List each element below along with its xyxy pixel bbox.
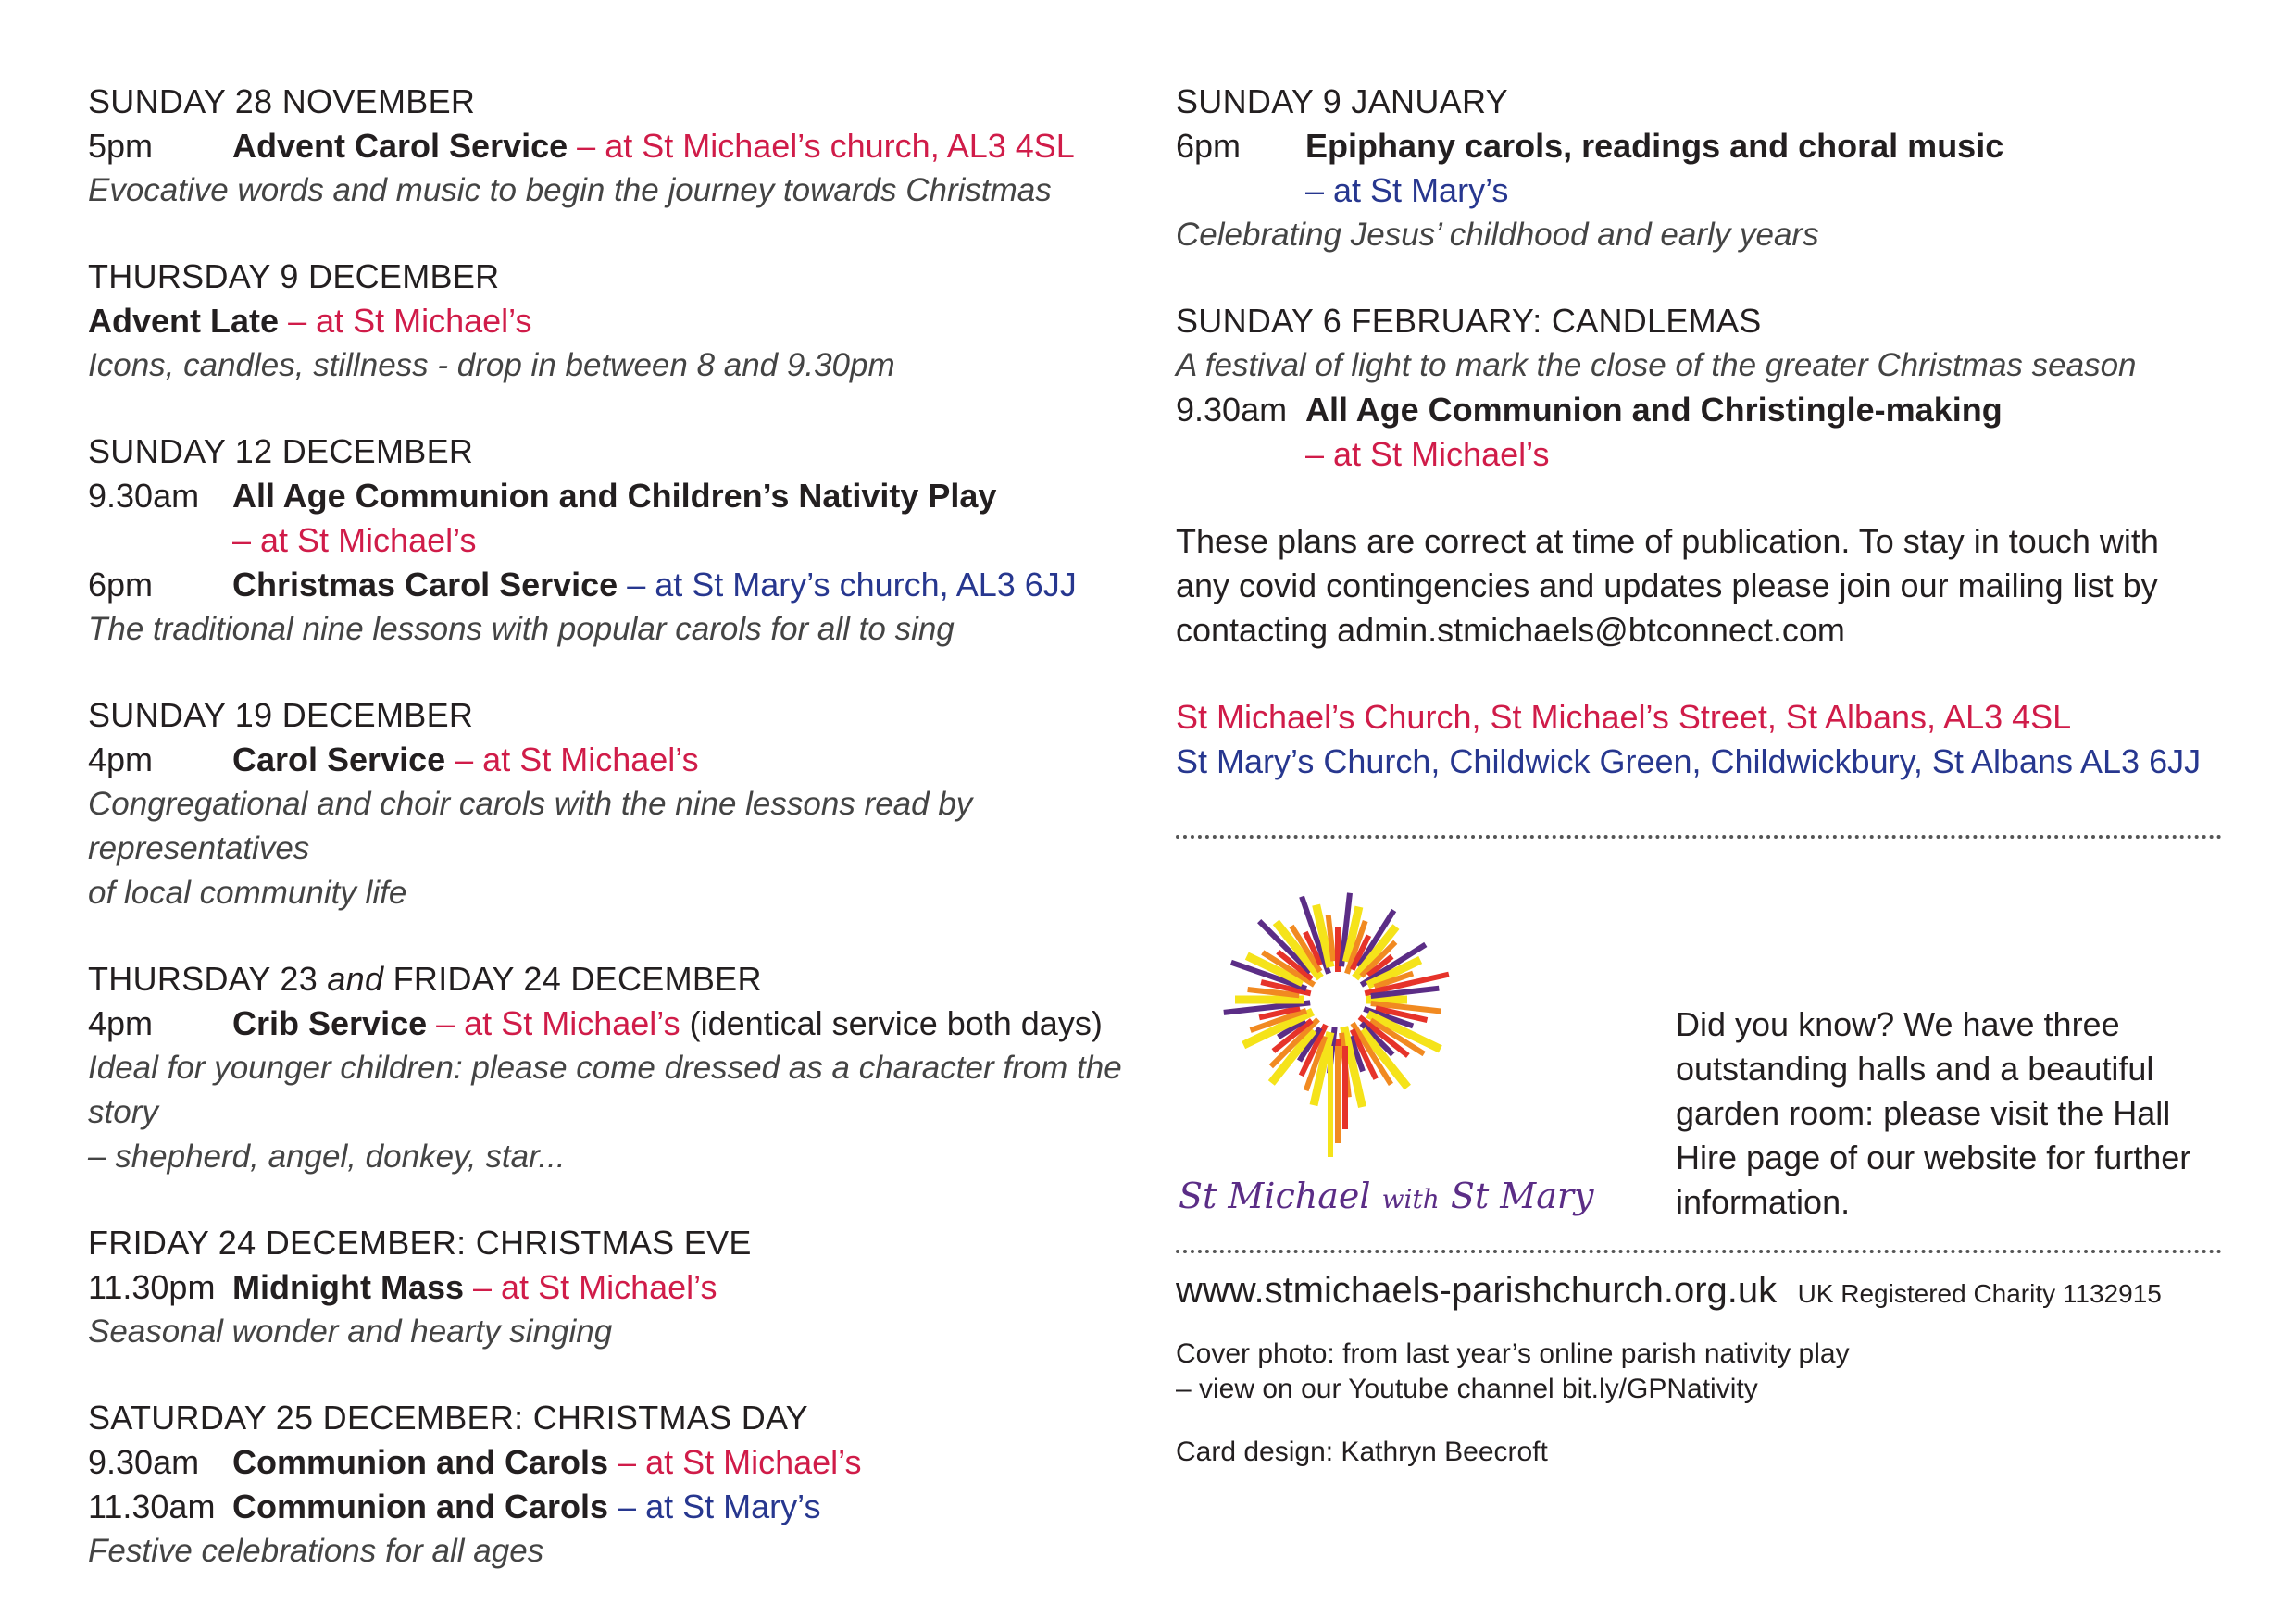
event-time: 11.30pm — [88, 1268, 216, 1306]
event-time: 6pm — [88, 566, 154, 604]
dotted-divider — [1176, 835, 2222, 839]
event-date-heading: SUNDAY 19 DECEMBER — [88, 696, 474, 734]
event-time: 9.30am — [1176, 391, 1288, 429]
event-row — [88, 299, 1134, 343]
event-row — [88, 124, 1134, 168]
website-line — [1176, 1270, 2162, 1312]
event-date-heading: SUNDAY 28 NOVEMBER — [88, 82, 476, 120]
logo-cross-shaft — [1335, 1046, 1341, 1143]
event-venue: – at St Mary’s church, AL3 6JJ — [627, 566, 1077, 604]
event-description: Icons, candles, stillness - drop in between 8 and 9.30pm — [88, 347, 895, 383]
event-time: 9.30am — [88, 1443, 200, 1481]
event-title: Christmas Carol Service — [232, 566, 618, 604]
notice-line: These plans are correct at time of publication. To stay in touch with — [1176, 522, 2159, 560]
event-date-heading: SUNDAY 6 FEBRUARY: CANDLEMAS — [1176, 302, 1762, 340]
logo-caption: St Michael with St Mary — [1179, 1176, 1594, 1216]
event-time: 11.30am — [88, 1487, 216, 1525]
st-marys-address: St Mary’s Church, Childwick Green, Childwickbury, St Albans AL3 6JJ — [1176, 742, 2202, 780]
st-michaels-address: St Michael’s Church, St Michael’s Street, St Albans, AL3 4SL — [1176, 698, 2072, 736]
event-time: 6pm — [1176, 127, 1242, 165]
event-row — [88, 1440, 1134, 1485]
event-description: Celebrating Jesus’ childhood and early years — [1176, 217, 1819, 253]
event-venue: – at St Mary’s — [1305, 171, 1509, 209]
event-venue: – at St Michael’s — [288, 302, 532, 340]
event-description: Festive celebrations for all ages — [88, 1533, 544, 1569]
event-row — [1176, 124, 2222, 168]
heading-part: and — [327, 960, 384, 998]
event-time: 5pm — [88, 127, 154, 165]
cover-photo-link: – view on our Youtube channel bit.ly/GPNativity — [1176, 1374, 1758, 1404]
event-block — [1176, 299, 2222, 477]
event-row — [88, 1002, 1134, 1046]
event-block — [88, 80, 1134, 213]
cover-photo-credit: Cover photo: from last year’s online parish nativity play — [1176, 1338, 1850, 1369]
right-column — [1176, 80, 2222, 784]
event-block — [88, 1396, 1134, 1574]
logo-centre — [1314, 976, 1362, 1024]
notice-line: any covid contingencies and updates please join our mailing list by — [1176, 566, 2158, 604]
covid-notice — [1176, 519, 2222, 653]
event-title: Carol Service — [232, 741, 446, 778]
event-title: Advent Carol Service — [232, 127, 568, 165]
event-venue: – at St Michael’s — [618, 1443, 862, 1481]
event-date-heading: SUNDAY 12 DECEMBER — [88, 432, 474, 470]
event-venue: – at St Michael’s church, AL3 4SL — [577, 127, 1075, 165]
event-venue: – at St Michael’s — [455, 741, 699, 778]
event-title: Advent Late — [88, 302, 280, 340]
event-block — [88, 957, 1134, 1179]
event-description: The traditional nine lessons with popular carols for all to sing — [88, 611, 955, 647]
left-column — [88, 80, 1134, 1615]
event-date-heading: THURSDAY 9 DECEMBER — [88, 257, 500, 295]
dotted-divider — [1176, 1250, 2222, 1253]
event-venue: – at St Michael’s — [436, 1004, 680, 1042]
event-venue: – at St Michael’s — [1305, 435, 1550, 473]
event-time: 4pm — [88, 1004, 154, 1042]
event-title: Communion and Carols — [232, 1487, 609, 1525]
event-title: All Age Communion and Christingle-making — [1305, 391, 2003, 429]
event-description: Seasonal wonder and hearty singing — [88, 1313, 613, 1350]
addresses — [1176, 695, 2222, 784]
event-title: All Age Communion and Children’s Nativity Play — [232, 477, 997, 515]
design-credit: Card design: Kathryn Beecroft — [1176, 1437, 1548, 1467]
event-description: A festival of light to mark the close of the greater Christmas season — [1176, 347, 2137, 383]
event-row — [1176, 388, 2222, 432]
event-title: Communion and Carols — [232, 1443, 609, 1481]
event-time: 9.30am — [88, 477, 200, 515]
event-note: (identical service both days) — [680, 1004, 1103, 1042]
event-description: of local community life — [88, 875, 407, 911]
event-description: Congregational and choir carols with the nine lessons read by representatives — [88, 786, 973, 866]
website-link[interactable]: www.stmichaels-parishchurch.org.uk — [1176, 1270, 1778, 1311]
event-row — [88, 1265, 1134, 1310]
heading-part: FRIDAY 24 DECEMBER — [383, 960, 762, 998]
charity-number: UK Registered Charity 1132915 — [1797, 1279, 2162, 1308]
heading-part: THURSDAY 23 — [88, 960, 328, 998]
event-row — [88, 563, 1134, 607]
event-block — [88, 1221, 1134, 1354]
credits — [1176, 1337, 1850, 1470]
event-block — [1176, 80, 2222, 257]
event-description: Evocative words and music to begin the journey towards Christmas — [88, 172, 1052, 208]
event-row — [88, 1485, 1134, 1529]
event-block — [88, 429, 1134, 652]
notice-line: contacting admin.stmichaels@btconnect.com — [1176, 611, 1845, 649]
event-block — [88, 255, 1134, 388]
event-block — [88, 693, 1134, 915]
logo-cross-shaft — [1342, 1046, 1348, 1129]
logo-cross-shaft — [1328, 1046, 1333, 1157]
event-date-heading: SATURDAY 25 DECEMBER: CHRISTMAS DAY — [88, 1399, 808, 1437]
event-row — [88, 474, 1134, 518]
event-date-heading: SUNDAY 9 JANUARY — [1176, 82, 1508, 120]
event-title: Midnight Mass — [232, 1268, 464, 1306]
event-row — [88, 738, 1134, 782]
event-date-heading: FRIDAY 24 DECEMBER: CHRISTMAS EVE — [88, 1224, 752, 1262]
event-description: Ideal for younger children: please come dressed as a character from the story — [88, 1050, 1122, 1130]
event-description: – shepherd, angel, donkey, star... — [88, 1139, 566, 1175]
event-venue: – at St Michael’s — [232, 521, 477, 559]
event-venue: – at St Michael’s — [473, 1268, 718, 1306]
event-title: Epiphany carols, readings and choral music — [1305, 127, 2004, 165]
event-venue: – at St Mary’s — [618, 1487, 821, 1525]
hall-hire-text: Did you know? We have three outstanding halls and a beautiful garden room: please visit the Hall Hire page of our website for further information. — [1676, 1005, 2191, 1221]
event-time: 4pm — [88, 741, 154, 778]
event-title: Crib Service — [232, 1004, 428, 1042]
event-date-heading — [88, 957, 1134, 1002]
starburst-cross-icon — [1176, 861, 1528, 1176]
